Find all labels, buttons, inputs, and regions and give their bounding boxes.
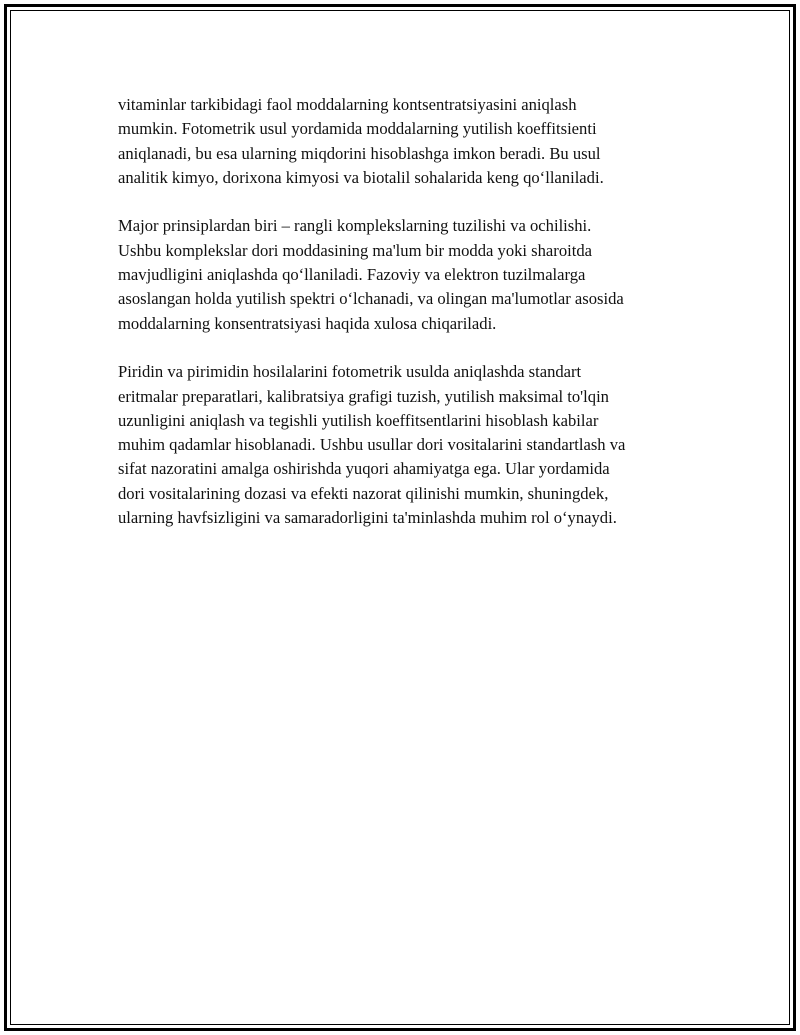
text-line: Major prinsiplardan biri – rangli komplekslarning tuzilishi va ochilishi.: [118, 216, 592, 236]
text-line: aniqlanadi, bu esa ularning miqdorini hisoblashga imkon beradi. Bu usul: [118, 143, 601, 163]
text-line: analitik kimyo, dorixona kimyosi va biotalil sohalarida keng qo‘llaniladi.: [118, 167, 604, 187]
paragraph-3: [118, 360, 698, 530]
text-line: Piridin va pirimidin hosilalarini fotometrik usulda aniqlashda standart: [118, 362, 582, 382]
text-line: moddalarning konsentratsiyasi haqida xulosa chiqariladi.: [118, 313, 497, 333]
text-line: dori vositalarining dozasi va efekti nazorat qilinishi mumkin, shuningdek,: [118, 483, 609, 503]
text-line: vitaminlar tarkibidagi faol moddalarning kontsentratsiyasini aniqlash: [118, 95, 577, 114]
text-line: mavjudligini aniqlashda qo‘llaniladi. Fazoviy va elektron tuzilmalarga: [118, 265, 586, 285]
text-line: asoslangan holda yutilish spektri o‘lchanadi, va olingan ma'lumotlar asosida: [118, 289, 624, 309]
text-line: sifat nazoratini amalga oshirishda yuqori ahamiyatga ega. Ular yordamida: [118, 459, 610, 479]
text-line: Ushbu komplekslar dori moddasining ma'lum bir modda yoki sharoitda: [118, 240, 593, 260]
text-line: eritmalar preparatlari, kalibratsiya grafigi tuzish, yutilish maksimal to'lqin: [118, 386, 609, 406]
text-line: ularning havfsizligini va samaradorligini ta'minlashda muhim rol o‘ynaydi.: [118, 508, 617, 528]
text-line: uzunligini aniqlash va tegishli yutilish koeffitsentlarini hisoblash kabilar: [118, 410, 599, 430]
document-body: [118, 93, 698, 555]
text-line: muhim qadamlar hisoblanadi. Ushbu usullar dori vositalarini standartlash va: [118, 435, 626, 455]
paragraph-1: [118, 93, 698, 190]
paragraph-2: [118, 214, 698, 335]
text-line: mumkin. Fotometrik usul yordamida moddalarning yutilish koeffitsienti: [118, 119, 597, 139]
